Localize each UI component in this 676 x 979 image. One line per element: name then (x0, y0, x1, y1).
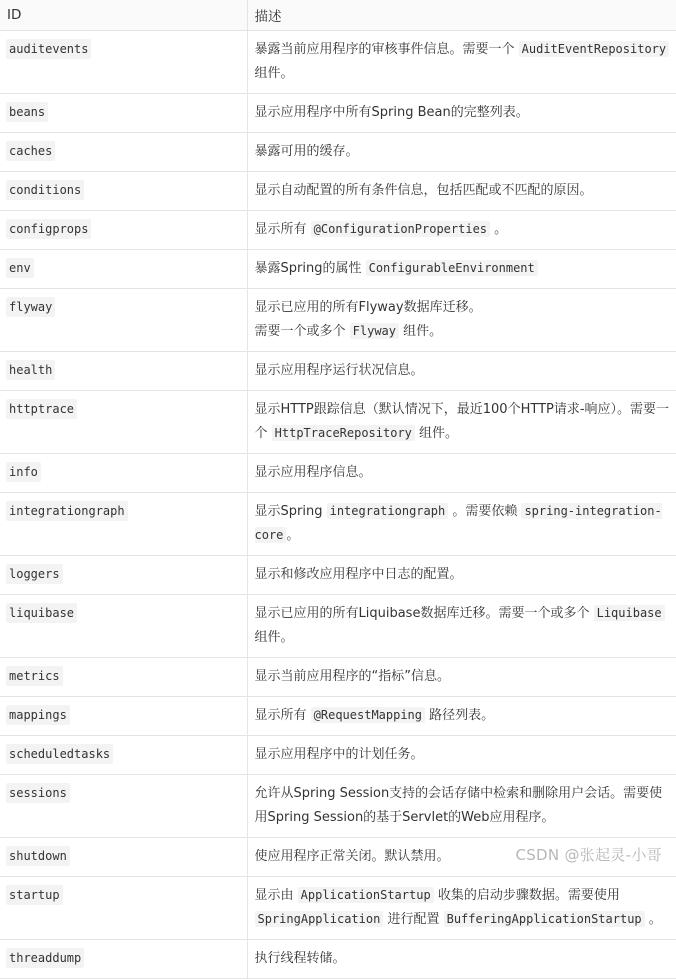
inline-code: BufferingApplicationStartup (444, 911, 645, 927)
endpoint-id-cell (0, 877, 247, 940)
endpoint-id: beans (6, 102, 48, 122)
table-row (0, 172, 676, 211)
description-text: 路径列表。 (425, 708, 495, 723)
endpoint-description-cell (247, 940, 676, 979)
description-text: 进行配置 (383, 912, 444, 927)
endpoint-description-cell (247, 556, 676, 595)
endpoint-description-cell (247, 697, 676, 736)
endpoint-description-cell (247, 133, 676, 172)
endpoint-id: integrationgraph (6, 501, 128, 521)
endpoint-id-cell (0, 94, 247, 133)
inline-code: ApplicationStartup (298, 887, 434, 903)
table-header-row (0, 0, 676, 31)
description-text: 显示Spring (254, 504, 327, 519)
header-desc: 描述 (247, 0, 676, 31)
description-text: 暴露当前应用程序的审核事件信息。需要一个 (254, 42, 519, 57)
endpoint-id: health (6, 360, 55, 380)
description-text: 显示和修改应用程序中日志的配置。 (254, 567, 463, 582)
endpoint-id-cell (0, 211, 247, 250)
endpoint-id-cell (0, 133, 247, 172)
inline-code: integrationgraph (327, 503, 449, 519)
table-row (0, 877, 676, 940)
description-text: 使应用程序正常关闭。默认禁用。 (254, 849, 450, 864)
description-text: 显示所有 (254, 222, 311, 237)
description-text: 显示HTTP跟踪信息（默认情况下，最近100个HTTP请求-响应）。需要一个 (254, 402, 670, 441)
endpoint-id: conditions (6, 180, 84, 200)
description-text: 。需要依赖 (448, 504, 522, 519)
endpoint-description-cell (247, 391, 676, 454)
endpoint-id: scheduledtasks (6, 744, 113, 764)
table-row (0, 736, 676, 775)
description-text: 显示已应用的所有Liquibase数据库迁移。需要一个或多个 (254, 606, 594, 621)
description-text: 显示当前应用程序的“指标”信息。 (254, 669, 450, 684)
table-row (0, 493, 676, 556)
endpoint-id-cell (0, 595, 247, 658)
description-text: 显示已应用的所有Flyway数据库迁移。 (254, 300, 482, 315)
table-row (0, 352, 676, 391)
description-text: 组件。 (254, 66, 294, 81)
table-row (0, 658, 676, 697)
table-row (0, 391, 676, 454)
description-text: 显示应用程序中的计划任务。 (254, 747, 424, 762)
endpoint-id: threaddump (6, 948, 84, 968)
table-row (0, 31, 676, 94)
description-text: 显示所有 (254, 708, 311, 723)
watermark: CSDN @张起灵-小哥 (515, 846, 662, 864)
endpoint-id: httptrace (6, 399, 77, 419)
description-text: 显示应用程序信息。 (254, 465, 372, 480)
endpoint-id: metrics (6, 666, 63, 686)
endpoint-id-cell (0, 172, 247, 211)
description-text: 组件。 (414, 426, 459, 441)
endpoint-description-cell (247, 94, 676, 133)
endpoint-id-cell (0, 289, 247, 352)
endpoint-description-cell (247, 775, 676, 838)
endpoint-id: sessions (6, 783, 70, 803)
endpoint-id: info (6, 462, 41, 482)
description-text: 暴露Spring的属性 (254, 261, 366, 276)
description-text: 收集的启动步骤数据。需要使用 (433, 888, 620, 903)
description-text: 显示自动配置的所有条件信息，包括匹配或不匹配的原因。 (254, 183, 593, 198)
description-text: 执行线程转储。 (254, 951, 346, 966)
table-row (0, 289, 676, 352)
endpoint-id: env (6, 258, 34, 278)
inline-code: @RequestMapping (311, 707, 425, 723)
endpoint-description-cell (247, 658, 676, 697)
table-body (0, 31, 676, 979)
table-row (0, 454, 676, 493)
description-text: 组件。 (399, 324, 443, 339)
description-text: 显示应用程序运行状况信息。 (254, 363, 424, 378)
endpoint-id: liquibase (6, 603, 77, 623)
endpoint-id: flyway (6, 297, 55, 317)
endpoint-description-cell (247, 493, 676, 556)
endpoint-id: startup (6, 885, 63, 905)
endpoint-id: configprops (6, 219, 91, 239)
description-text: 组件。 (254, 630, 294, 645)
description-text: 。 (286, 528, 300, 543)
inline-code: SpringApplication (255, 911, 384, 927)
endpoint-description-cell (247, 454, 676, 493)
description-text: 。 (490, 222, 508, 237)
endpoint-id-cell (0, 736, 247, 775)
table-row (0, 556, 676, 595)
endpoint-id-cell (0, 454, 247, 493)
description-text: 需要一个或多个 (254, 324, 350, 339)
endpoint-description-cell (247, 352, 676, 391)
inline-code: ConfigurableEnvironment (366, 260, 538, 276)
inline-code: HttpTraceRepository (272, 425, 415, 441)
endpoint-id-cell (0, 775, 247, 838)
table-row (0, 697, 676, 736)
endpoint-description-cell (247, 250, 676, 289)
endpoint-id-cell (0, 31, 247, 94)
endpoint-id: mappings (6, 705, 70, 725)
inline-code: spring-integration-core (254, 504, 662, 542)
endpoint-id: loggers (6, 564, 63, 584)
description-text: 允许从Spring Session支持的会话存储中检索和删除用户会话。需要使用Spring Session的基于Servlet的Web应用程序。 (254, 786, 663, 825)
description-text: 显示由 (254, 888, 298, 903)
endpoint-id-cell (0, 391, 247, 454)
endpoint-id: caches (6, 141, 55, 161)
description-text: 暴露可用的缓存。 (254, 144, 359, 159)
endpoint-description-cell (247, 172, 676, 211)
endpoint-id-cell (0, 556, 247, 595)
endpoint-description-cell (247, 289, 676, 352)
table-row (0, 211, 676, 250)
table-row (0, 133, 676, 172)
description-text: 。 (644, 912, 662, 927)
endpoint-description-cell (247, 595, 676, 658)
table-row (0, 940, 676, 979)
inline-code: Flyway (350, 323, 399, 339)
inline-code: AuditEventRepository (519, 41, 670, 57)
endpoint-id-cell (0, 658, 247, 697)
endpoint-id-cell (0, 493, 247, 556)
endpoint-description-cell (247, 877, 676, 940)
endpoint-id-cell (0, 352, 247, 391)
inline-code: Liquibase (594, 605, 665, 621)
endpoint-description-cell (247, 31, 676, 94)
inline-code: @ConfigurationProperties (311, 221, 490, 237)
table-row (0, 595, 676, 658)
table-row (0, 775, 676, 838)
endpoint-id-cell (0, 250, 247, 289)
endpoint-id: shutdown (6, 846, 70, 866)
table-row (0, 94, 676, 133)
endpoint-description-cell (247, 211, 676, 250)
description-text: 显示应用程序中所有Spring Bean的完整列表。 (254, 105, 529, 120)
header-id: ID (0, 0, 247, 31)
endpoint-id-cell (0, 697, 247, 736)
endpoint-id: auditevents (6, 39, 91, 59)
endpoint-description-cell (247, 736, 676, 775)
table-row (0, 250, 676, 289)
endpoint-id-cell (0, 838, 247, 877)
endpoint-id-cell (0, 940, 247, 979)
